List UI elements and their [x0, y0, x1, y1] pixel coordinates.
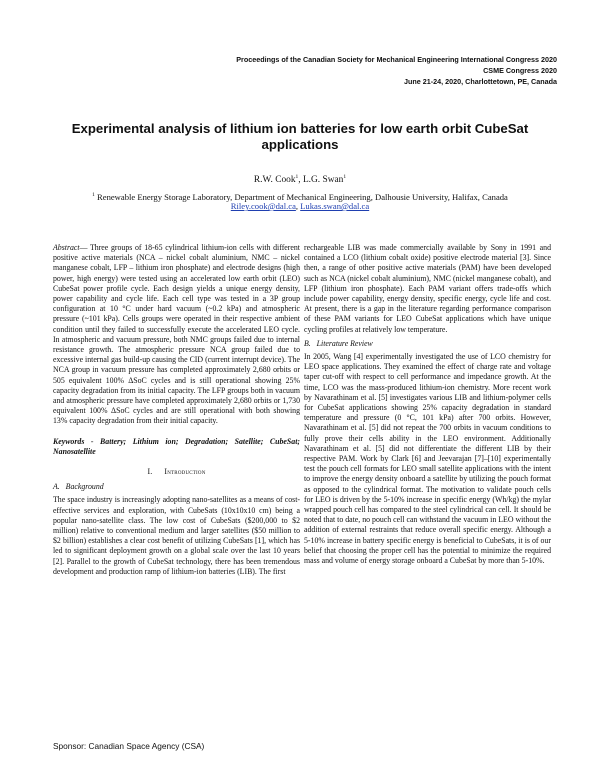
- author-affiliation-mark: 1: [295, 174, 299, 180]
- subsection-title: Background: [65, 482, 104, 492]
- body-paragraph: In 2005, Wang [4] experimentally investigated the use of LCO chemistry for LEO space applications. They examined the effect of charge rate and voltage taper cut-off with respect to cell performance and impedance growth. At the time, LCO was the mass-produced lithium-ion chemistry. More recent work by Navarathinam et al. [5] investigates various LIB and lithium-polymer cells for CubeSat applications showing 25% capacity degradation in standard temperature and pressure (0 °C, 101 kPa) after 700 orbits. However, Navarathinam et al. [5] did not repeat the 700 orbits in vacuum conditions to fully prove their cells ability in the LEO environment. Additionally Navarathinam et al. [5] did not differentiate the different LIB by their respective PAM. Work by Clark [6] and Jeevarajan [7]–[10] experimentally test the pouch cell formats for LEO small satellite applications with the intent to improve the energy density onboard a satellite by utilizing the pouch format as opposed to the cylindrical format. The motivation to validate pouch cells for LEO is driven by the 5-10% increase in specific energy (Wh/kg) the mylar wrapped pouch cell has compared to the steel cylindrical can cell. It should be noted that to date, no pouch cell can withstand the vacuum in LEO without the addition of external restraints that reduce overall specific energy. Although a 5-10% increase in battery specific energy is beneficial to CubeSats, it is of our belief that choosing the proper cell has the potential to minimize the required mass and volume of energy storage onboard a CubeSat by more than 5-10%.: [304, 352, 551, 566]
- body-paragraph: The space industry is increasingly adopting nano-satellites as a means of cost-effective services and exploration, with CubeSats (10x10x10 cm) being a popular nano-satellite class. The low cost of CubeSats ($200,000 to $2 million) relative to conventional medium and larger satellites ($50 million to $2 billion) establishes a clear cost benefit of utilizing CubeSats [1], which has led to significant deployment growth on a global scale over the last 10 years [2]. Parallel to the growth of CubeSat technology, there has been tremendous development and production ramp of lithium-ion batteries (LIB). The first: [53, 495, 300, 576]
- keywords: Keywords - Battery; Lithium ion; Degradation; Satellite; CubeSat; Nanosatellite: [53, 436, 300, 456]
- affiliation-mark: 1: [92, 192, 95, 198]
- body-paragraph: rechargeable LIB was made commercially available by Sony in 1991 and contained a LCO (lithium cobalt oxide) positive electrode material [3]. Since then, a range of other positive active materials (PAM) have been developed such as NCA (nickel cobalt aluminium), NMC (nickel manganese cobalt), and LFP (lithium iron phosphate). Each PAM variant offers trade-offs which include power capability, energy density, specific energy, cycle life and cost. At present, there is a gap in the literature regarding performance comparison of these PAM variants for LEO CubeSat applications which have unique cycling profiles at relatively low temperature.: [304, 243, 551, 334]
- author-name: R.W. Cook: [253, 175, 296, 186]
- subsection-title: Literature Review: [316, 338, 373, 348]
- author-emails: [0, 201, 600, 211]
- email-separator: ,: [295, 201, 301, 211]
- abstract-paragraph: [53, 243, 300, 427]
- subsection-label: A.: [53, 482, 60, 492]
- email-link[interactable]: Lukas.swan@dal.ca: [300, 201, 370, 211]
- author-name: L.G. Swan: [302, 175, 344, 186]
- email-link[interactable]: Riley.cook@dal.ca: [230, 201, 296, 211]
- section-number: I.: [147, 467, 153, 477]
- author-separator: ,: [298, 175, 303, 186]
- right-column: [304, 243, 551, 566]
- affiliation-text: Renewable Energy Storage Laboratory, Department of Mechanical Engineering, Dalhousie University, Halifax, Canada: [94, 191, 508, 202]
- conference-header-line-2: CSME Congress 2020: [483, 66, 557, 75]
- left-column: [53, 243, 300, 577]
- subsection-heading: [304, 339, 551, 349]
- abstract-text: Three groups of 18-65 cylindrical lithium-ion cells with different positive active materials (NCA – nickel cobalt aluminium, NMC – nickel manganese cobalt, LFP – lithium iron phosphate) and electrode designs (high power, high energy) were tested using an accelerated low earth orbit (LEO) CubeSat power profile cycle. Each design yields a unique energy density, power capability and cycle life. Each cell type was tested in a 3P group configuration at 10 °C under hard vacuum (~0.2 kPa) and atmospheric pressure (~101 kPa). Cells groups were operated in their respective ambient condition until they failed to successfully execute the accelerated LEO cycle. In atmospheric and vacuum pressure, both NMC groups failed due to internal resistance growth. The atmospheric pressure NCA group failed due to excessive internal gas build-up causing the CID (current interrupt device). The NCA group in vacuum pressure has completed approximately 2,680 orbits or 505 equivalent 100% ΔSoC cycles and is still operational showing 25% capacity degradation from its initial capacity. The LFP groups both in vacuum and atmospheric pressure have completed approximately 2,680 orbits or 1,730 equivalent 100% ΔSoC cycles and are still operational with both showing 13% capacity degradation from their initial capacity.: [53, 243, 300, 426]
- author-affiliation-mark: 1: [343, 174, 347, 180]
- conference-header-line-3: June 21-24, 2020, Charlottetown, PE, Canada: [404, 77, 557, 86]
- subsection-heading: [53, 482, 300, 492]
- abstract-dash: —: [79, 243, 90, 252]
- abstract-label: Abstract: [53, 243, 80, 252]
- section-title: Introduction: [164, 467, 206, 477]
- conference-header-line-1: Proceedings of the Canadian Society for Mechanical Engineering International Congress 2020: [236, 55, 557, 64]
- author-list: [0, 174, 600, 185]
- paper-title: Experimental analysis of lithium ion batteries for low earth orbit CubeSat applications: [71, 121, 529, 152]
- subsection-label: B.: [304, 338, 311, 348]
- sponsor-footnote: Sponsor: Canadian Space Agency (CSA): [53, 741, 205, 751]
- section-heading: [53, 467, 300, 477]
